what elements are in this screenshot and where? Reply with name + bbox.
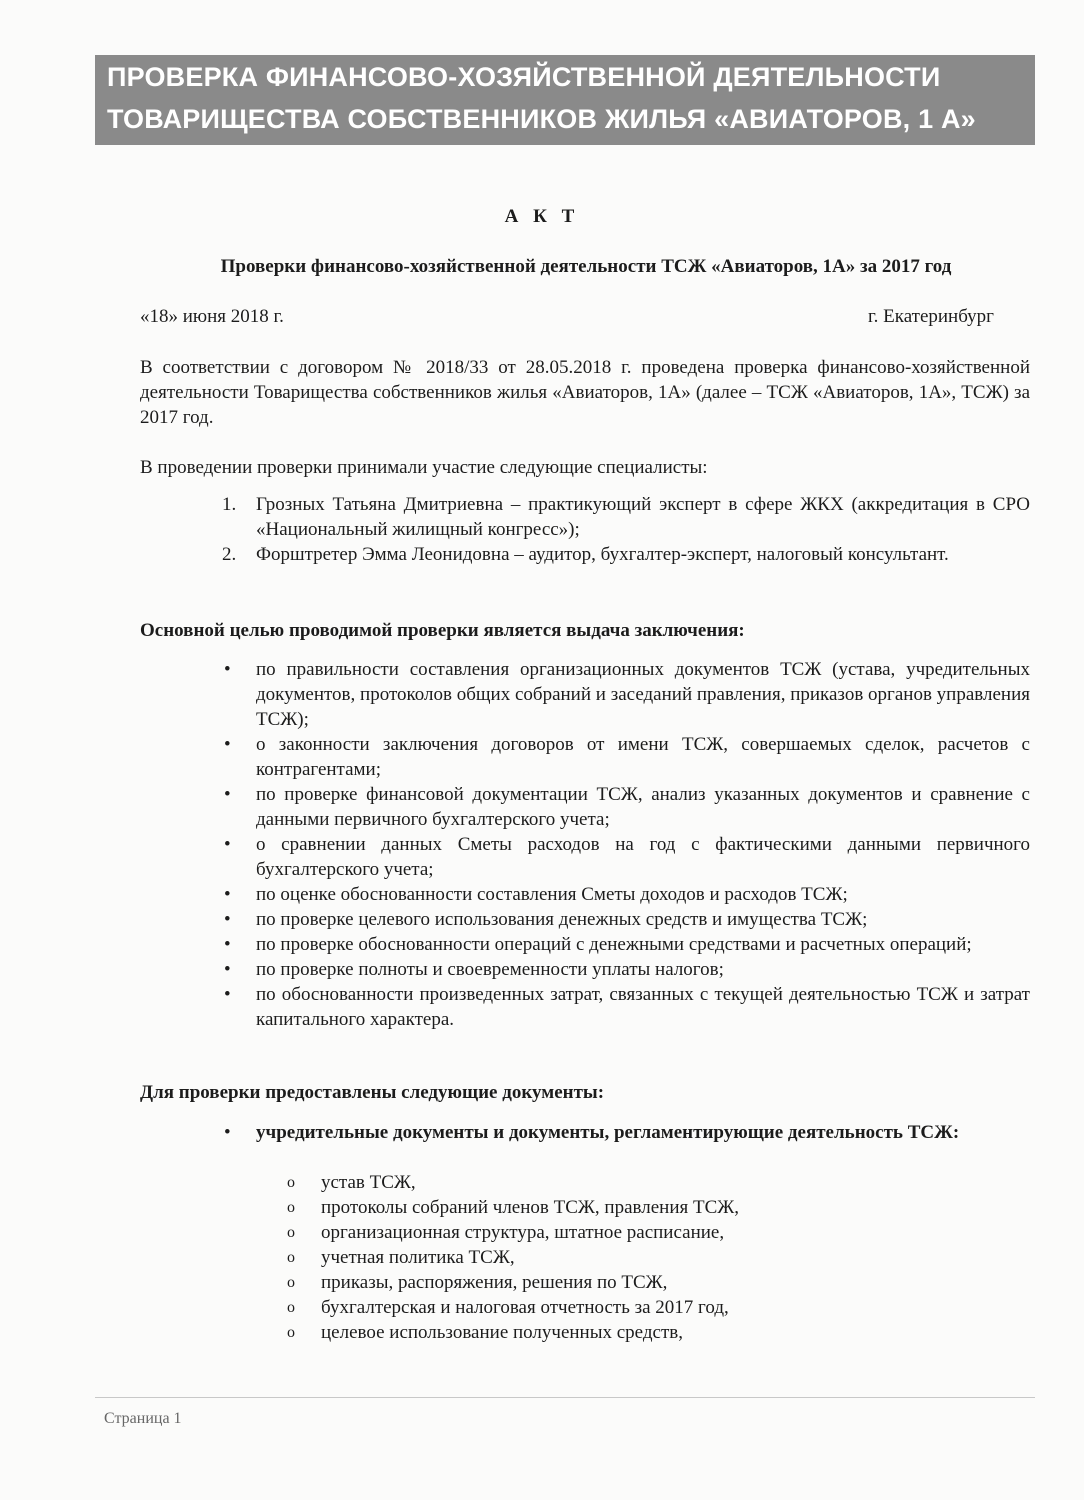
circle-bullet-icon: o (287, 1174, 295, 1191)
goal-item (222, 932, 1030, 957)
act-city: г. Екатеринбург (868, 306, 994, 327)
bullet-icon: • (224, 734, 231, 755)
goal-item (222, 982, 1030, 1032)
document-item-text: бухгалтерская и налоговая отчетность за 2017 год, (321, 1297, 729, 1318)
participants-list (222, 492, 1030, 567)
documents-group-title: учредительные документы и документы, регламентирующие деятельность ТСЖ: (256, 1122, 960, 1143)
circle-bullet-icon: o (287, 1299, 295, 1316)
document-item (285, 1170, 985, 1195)
participant-text: Грозных Татьяна Дмитриевна – практикующий эксперт в сфере ЖКХ (аккредитация в СРО «Национальный жилищный конгресс»); (256, 494, 1030, 540)
circle-bullet-icon: o (287, 1324, 295, 1341)
goal-item-text: по обоснованности произведенных затрат, связанных с текущей деятельностью ТСЖ и затрат капитального характера. (256, 984, 1030, 1030)
bullet-icon: • (224, 959, 231, 980)
document-item (285, 1320, 985, 1345)
bullet-icon: • (224, 834, 231, 855)
bullet-icon: • (224, 909, 231, 930)
goal-item (222, 907, 1030, 932)
goal-item (222, 957, 1030, 982)
goal-item-text: по проверке обоснованности операций с денежными средствами и расчетных операций; (256, 934, 972, 955)
goal-item-text: о законности заключения договоров от имени ТСЖ, совершаемых сделок, расчетов с контрагентами; (256, 734, 1030, 780)
header-title-line-2: ТОВАРИЩЕСТВА СОБСТВЕННИКОВ ЖИЛЬЯ «АВИАТОРОВ, 1 А» (107, 104, 976, 134)
goal-item-text: о сравнении данных Сметы расходов на год с фактическими данными первичного бухгалтерского учета; (256, 834, 1030, 880)
goal-item (222, 832, 1030, 882)
goal-list (222, 657, 1030, 1032)
bullet-icon: • (224, 784, 231, 805)
goal-heading: Основной целью проводимой проверки является выдача заключения: (140, 620, 745, 641)
document-item (285, 1270, 985, 1295)
act-subtitle: Проверки финансово-хозяйственной деятельности ТСЖ «Авиаторов, 1А» за 2017 год (220, 256, 952, 277)
bullet-icon: • (224, 984, 231, 1005)
circle-bullet-icon: o (287, 1199, 295, 1216)
document-item (285, 1220, 985, 1245)
page-number: Страница 1 (104, 1410, 182, 1427)
footer-divider (95, 1397, 1035, 1398)
bullet-icon: • (224, 659, 231, 680)
participant-item (222, 542, 1030, 567)
goal-item (222, 657, 1030, 732)
circle-bullet-icon: o (287, 1249, 295, 1266)
act-date: «18» июня 2018 г. (140, 306, 284, 327)
document-item-text: организационная структура, штатное расписание, (321, 1222, 725, 1243)
goal-item-text: по проверке полноты и своевременности уплаты налогов; (256, 959, 724, 980)
participants-lead: В проведении проверки принимали участие следующие специалисты: (140, 457, 708, 478)
participant-item (222, 492, 1030, 542)
goal-item-text: по проверке целевого использования денежных средств и имущества ТСЖ; (256, 909, 868, 930)
document-item-text: устав ТСЖ, (321, 1172, 416, 1193)
goal-item (222, 882, 1030, 907)
goal-item-text: по правильности составления организационных документов ТСЖ (устава, учредительных документов, протоколов общих собраний и заседаний правления, приказов органов управления ТСЖ); (256, 659, 1030, 730)
goal-item (222, 782, 1030, 832)
participant-number: 2. (222, 544, 237, 565)
bullet-icon: • (224, 884, 231, 905)
document-item (285, 1295, 985, 1320)
document-item-text: целевое использование полученных средств, (321, 1322, 683, 1343)
circle-bullet-icon: o (287, 1224, 295, 1241)
documents-group (222, 1120, 1030, 1145)
bullet-icon: • (224, 934, 231, 955)
documents-list (285, 1170, 985, 1345)
participant-text: Форштретер Эмма Леонидовна – аудитор, бухгалтер-эксперт, налоговый консультант. (256, 544, 949, 565)
document-item (285, 1245, 985, 1270)
circle-bullet-icon: o (287, 1274, 295, 1291)
goal-item (222, 732, 1030, 782)
participant-number: 1. (222, 494, 237, 515)
header-title-line-1: ПРОВЕРКА ФИНАНСОВО-ХОЗЯЙСТВЕННОЙ ДЕЯТЕЛЬНОСТИ (107, 62, 941, 92)
document-item (285, 1195, 985, 1220)
act-title: А К Т (504, 206, 580, 227)
bullet-icon: • (224, 1122, 231, 1143)
document-item-text: протоколы собраний членов ТСЖ, правления ТСЖ, (321, 1197, 740, 1218)
documents-heading: Для проверки предоставлены следующие документы: (140, 1082, 605, 1103)
document-item-text: приказы, распоряжения, решения по ТСЖ, (321, 1272, 668, 1293)
intro-paragraph: В соответствии с договором № 2018/33 от 28.05.2018 г. проведена проверка финансово-хозяйственной деятельности Товарищества собственников жилья «Авиаторов, 1А» (далее – ТСЖ «Авиаторов, 1А», ТСЖ) за 2017 год. (140, 357, 1030, 428)
document-item-text: учетная политика ТСЖ, (321, 1247, 515, 1268)
goal-item-text: по оценке обоснованности составления Сметы доходов и расходов ТСЖ; (256, 884, 848, 905)
goal-item-text: по проверке финансовой документации ТСЖ, анализ указанных документов и сравнение с данными первичного бухгалтерского учета; (256, 784, 1030, 830)
